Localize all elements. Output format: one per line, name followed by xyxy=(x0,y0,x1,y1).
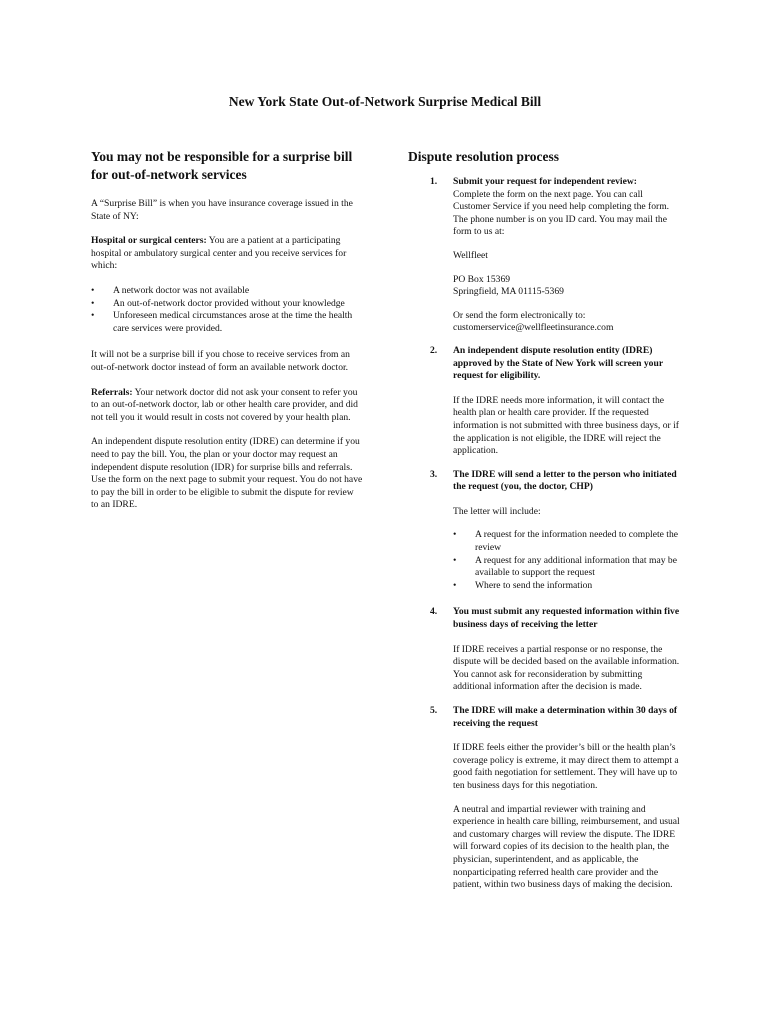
bullet-icon: • xyxy=(453,529,457,541)
step-body: If IDRE receives a partial response or no response, the dispute will be decided based on the available information. You cannot ask for reconsideration by submitting additional information after the decision is made. xyxy=(453,643,680,693)
company-name: Wellfleet xyxy=(453,249,488,261)
bullet-icon: • xyxy=(91,284,95,296)
step-body: The letter will include: xyxy=(453,505,541,517)
page-title: New York State Out-of-Network Surprise Medical Bill xyxy=(228,94,542,109)
step-body: If the IDRE needs more information, it will contact the health plan or health care provider. If the requested information is not submitted with three business days, or if the application is not eligible, the IDRE will reject the application. xyxy=(453,394,679,457)
email-link[interactable]: customerservice@wellfleetinsurance.com xyxy=(453,322,614,334)
hospital-text: You are a patient at a participating hospital or ambulatory surgical center and you receive services for which: xyxy=(91,235,347,272)
step-body: Complete the form on the next page. You can call Customer Service if you need help completing the form. The phone number is on you ID card. You may mail the form to us at: xyxy=(453,188,670,238)
step-2 xyxy=(408,345,680,458)
step-body: If IDRE feels either the provider’s bill or the health plan’s coverage policy is extreme, it may direct them to attempt a good faith negotiation for settlement. They will have up to ten business days for this negotiation. xyxy=(453,742,679,791)
bullet-icon: • xyxy=(453,554,457,566)
step-number: 4. xyxy=(430,606,438,618)
step-1 xyxy=(408,176,680,335)
hospital-paragraph xyxy=(91,235,363,273)
step-heading: You must submit any requested information within five business days of receiving the letter xyxy=(453,606,680,631)
step-3 xyxy=(408,469,680,593)
referrals-paragraph xyxy=(91,387,363,425)
step-heading: An independent dispute resolution entity (IDRE) approved by the State of New York will screen your request for eligibility. xyxy=(453,344,663,382)
step-body: A neutral and impartial reviewer with training and experience in health care billing, reimbursement, and usual and customary charges will review the dispute. The IDRE will forward copies of its decision to the health plan, the physician, superintendent, and as applicable, the nonparticipating referred health care provider and the patient, within two business days of making the decision. xyxy=(453,803,680,891)
list-item xyxy=(91,285,363,298)
intro-paragraph: A “Surprise Bill” is when you have insurance coverage issued in the State of NY: xyxy=(91,198,353,222)
address-line-1: PO Box 15369 xyxy=(453,273,511,285)
bullet-text: A request for any additional information that may be available to support the request xyxy=(475,554,677,579)
list-item xyxy=(453,555,680,580)
bullet-text: An out-of-network doctor provided without your knowledge xyxy=(113,297,345,309)
list-item xyxy=(453,529,680,554)
letter-bullet-list xyxy=(453,529,680,592)
step-heading: The IDRE will send a letter to the person who initiated the request (you, the doctor, CHP) xyxy=(453,468,677,493)
list-item xyxy=(453,580,680,593)
bullet-text: A request for the information needed to complete the review xyxy=(475,529,679,554)
bullet-text: Where to send the information xyxy=(475,579,593,591)
surprise-bullet-list xyxy=(91,285,363,335)
referrals-text: Your network doctor did not ask your consent to refer you to an out-of-network doctor, lab or other health care provider, and did not tell you it would result in costs not covered by your health plan. xyxy=(91,386,358,423)
step-number: 1. xyxy=(430,176,438,187)
not-surprise-paragraph: It will not be a surprise bill if you chose to receive services from an out-of-network doctor instead of form an available network doctor. xyxy=(91,349,350,373)
bullet-text: Unforeseen medical circumstances arose at the time the health care services were provided. xyxy=(113,310,353,334)
step-4 xyxy=(408,606,680,694)
left-heading: You may not be responsible for a surprise bill for out-of-network services xyxy=(91,149,353,182)
right-column xyxy=(408,148,680,903)
bullet-icon: • xyxy=(453,579,457,591)
address-line-2: Springfield, MA 01115-5369 xyxy=(453,286,564,298)
bullet-icon: • xyxy=(91,297,95,309)
bullet-icon: • xyxy=(91,310,95,322)
referrals-label: Referrals: xyxy=(91,386,133,398)
idre-paragraph: An independent dispute resolution entity (IDRE) can determine if you need to pay the bill. You, the plan or your doctor may request an independent dispute resolution (IDR) for surprise bills and referrals. Use the form on the next page to submit your request. You do not have to pay the bill in order to be eligible to submit the dispute for review to an IDRE. xyxy=(91,436,363,511)
hospital-label: Hospital or surgical centers: xyxy=(91,235,207,247)
step-number: 2. xyxy=(430,344,438,356)
bullet-text: A network doctor was not available xyxy=(113,284,250,296)
right-heading: Dispute resolution process xyxy=(408,149,560,164)
list-item xyxy=(91,298,363,311)
list-item xyxy=(91,310,363,335)
left-column xyxy=(91,148,363,524)
step-number: 5. xyxy=(430,705,438,716)
step-heading: Submit your request for independent review: xyxy=(453,176,637,187)
step-heading: The IDRE will make a determination within 30 days of receiving the request xyxy=(453,705,678,729)
step-number: 3. xyxy=(430,468,438,480)
electronic-text: Or send the form electronically to: xyxy=(453,309,586,321)
step-5 xyxy=(408,705,680,892)
